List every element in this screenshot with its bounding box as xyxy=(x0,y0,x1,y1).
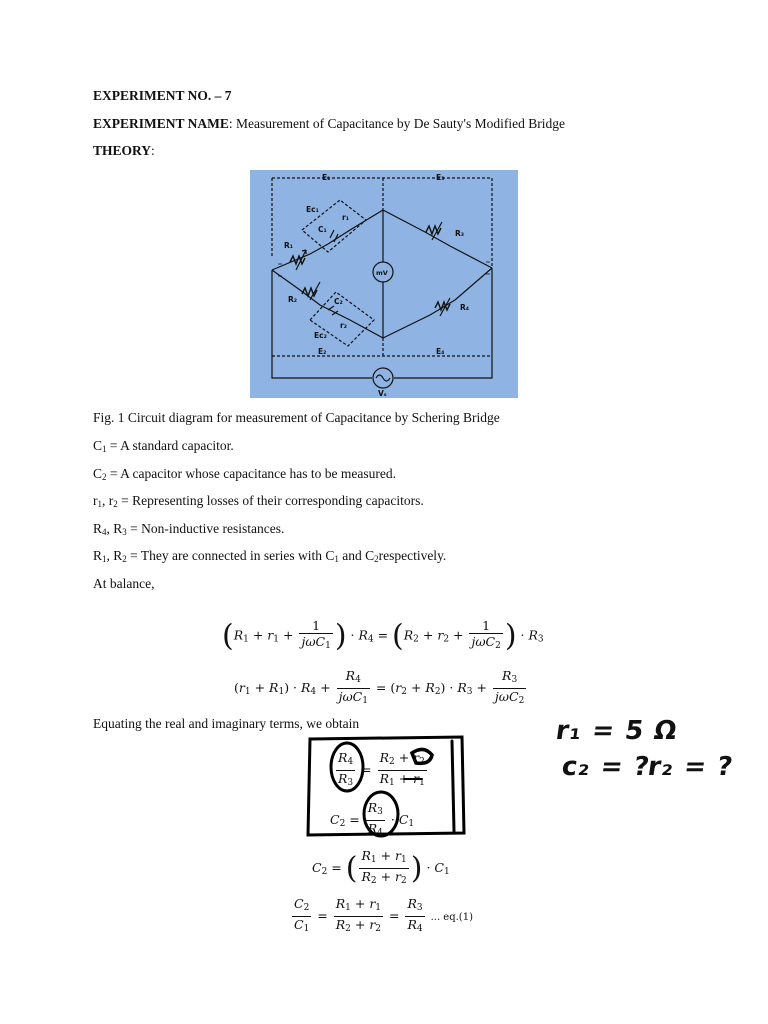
label-e1: E₁ xyxy=(322,173,331,182)
expanded-equation: $(r_1 + R_1) \cdot R_4$ + $\frac{R_4}{j\omega C_1}$ = $(r_2 + R_2) \cdot R_3$ + $\frac{R_3}{j\omega C_2}$ xyxy=(234,668,525,706)
equation-number: ... eq.(1) xyxy=(430,912,473,923)
experiment-name-label: EXPERIMENT NAME xyxy=(93,116,229,131)
figure-caption: Fig. 1 Circuit diagram for measurement of Capacitance by Schering Bridge xyxy=(93,410,500,425)
label-vs: Vₛ xyxy=(378,389,387,398)
label-ec2: Ec₂ xyxy=(314,331,327,340)
label-ec1: Ec₁ xyxy=(306,205,319,214)
handwritten-r2: r₂ = ? xyxy=(645,752,736,782)
experiment-name xyxy=(93,116,565,132)
label-r1-small: r₁ xyxy=(342,213,349,222)
label-e2: E₂ xyxy=(318,347,327,356)
label-e4: E₄ xyxy=(436,347,445,356)
experiment-name-value: : Measurement of Capacitance by De Sauty's Modified Bridge xyxy=(228,116,565,131)
definition-c2: $C_2 = A$ capacitor whose capacitance has to be measured. xyxy=(93,466,397,482)
equating-text: Equating the real and imaginary terms, we obtain xyxy=(93,716,360,731)
handwritten-c2: c₂ = ? xyxy=(559,752,652,782)
definition-c1: $C_1 = A$ standard capacitor. xyxy=(93,438,234,454)
final-ratio-equation: $\frac{C_2}{C_1}$ = $\frac{R_1 + r_1}{R_2 + r_2}$ = $\frac{R_3}{R_4}$ ... eq.(1) xyxy=(294,896,473,934)
circuit-background xyxy=(250,170,518,398)
ratio-equation: $\frac{R_4}{R_3}$ = $\frac{R_2 + r_2}{R_1 + r_1}$ xyxy=(338,750,425,788)
definition-r1-r2: $r_1$, $r_2$ = Representing losses of their corresponding capacitors. xyxy=(93,493,424,509)
label-c2: C₂ xyxy=(334,297,343,306)
circuit-diagram xyxy=(250,170,518,398)
c2-equation: $C_2$ = ( $\frac{R_1 + r_1}{R_2 + r_2}$ ) · $C_1$ xyxy=(312,848,450,886)
label-c1: C₁ xyxy=(318,225,327,234)
theory-label: THEORY xyxy=(93,143,152,158)
label-r2-small: r₂ xyxy=(340,321,347,330)
c2-boxed-equation: $C_2$ = $\frac{R_3}{R_4}$ · $C_1$ xyxy=(330,800,415,838)
label-r2: R₂ xyxy=(288,295,298,304)
balance-equation: ($R_1 + r_1$ + $\frac{1}{j\omega C_1}$ ) · $R_4 = (R_2 + r_2$ + $\frac{1}{j\omega C_2}$ ) · $R_3$ xyxy=(222,618,544,654)
label-r3: R₃ xyxy=(455,229,465,238)
definition-R1-R2: $R_1$, $R_2$ = They are connected in series with $C_1$ and $C_2respectively$. xyxy=(93,548,447,564)
theory-heading xyxy=(93,143,155,159)
experiment-number: EXPERIMENT NO. – 7 xyxy=(93,88,232,103)
theory-colon: : xyxy=(151,143,155,158)
label-r4: R₄ xyxy=(460,303,470,312)
at-balance-text: At balance, xyxy=(93,576,155,591)
label-mv: mV xyxy=(376,269,388,277)
label-e3: E₃ xyxy=(436,173,445,182)
label-r1: R₁ xyxy=(284,241,294,250)
handwritten-r1: r₁ = 5 Ω xyxy=(553,716,680,746)
definition-r4-r3: $R_4$, $R_3$ = Non-inductive resistances. xyxy=(93,521,285,537)
